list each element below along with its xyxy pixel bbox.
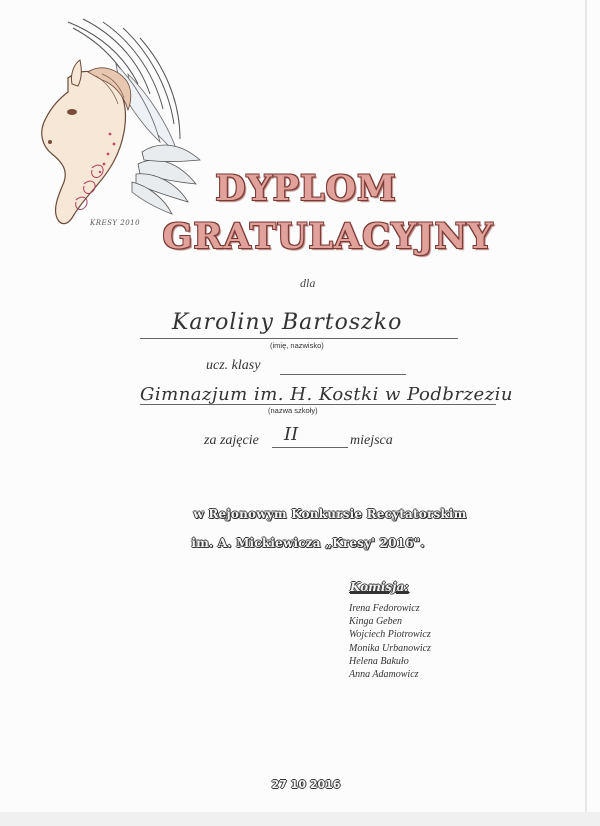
contest-line1: w Rejonowym Konkursie Recytatorskim bbox=[193, 507, 467, 521]
class-label: ucz. klasy bbox=[206, 358, 261, 373]
committee-member: Anna Adamowicz bbox=[349, 669, 419, 681]
place-line bbox=[272, 447, 348, 448]
logo-signature: KRESY 2010 bbox=[90, 219, 141, 227]
place-prefix: za zajęcie bbox=[204, 433, 259, 448]
diploma-title-line1: DYPLOM bbox=[215, 168, 397, 209]
committee-member: Irena Fedorowicz bbox=[349, 603, 420, 614]
place-suffix: miejsca bbox=[350, 433, 393, 448]
class-line bbox=[280, 374, 406, 375]
committee-member: Helena Bakuło bbox=[349, 655, 409, 667]
committee-member: Wojciech Piotrowicz bbox=[349, 629, 431, 641]
diploma-title-line2: GRATULACYJNY bbox=[162, 216, 494, 257]
school-name: Gimnazjum im. H. Kostki w Podbrzeziu bbox=[140, 384, 514, 405]
committee-member: Monika Urbanowicz bbox=[349, 642, 431, 654]
place-value: II bbox=[284, 424, 299, 445]
page-edge bbox=[585, 0, 587, 826]
pegasus-logo-icon bbox=[28, 14, 218, 244]
school-line bbox=[140, 404, 496, 405]
name-caption: (imię, nazwisko) bbox=[270, 341, 324, 350]
recipient-name: Karoliny Bartoszko bbox=[172, 310, 403, 335]
diploma-date: 27 10 2016 bbox=[271, 778, 341, 791]
page-bottom-edge bbox=[0, 812, 600, 826]
name-line bbox=[140, 338, 458, 339]
committee-member: Kinga Geben bbox=[349, 616, 403, 628]
committee-list bbox=[349, 602, 431, 681]
for-label: dla bbox=[300, 276, 316, 290]
contest-line2: im. A. Mickiewicza „Kresy' 2016". bbox=[191, 536, 425, 550]
school-caption: (nazwa szkoły) bbox=[268, 406, 318, 415]
committee-heading: Komisja: bbox=[350, 580, 409, 594]
